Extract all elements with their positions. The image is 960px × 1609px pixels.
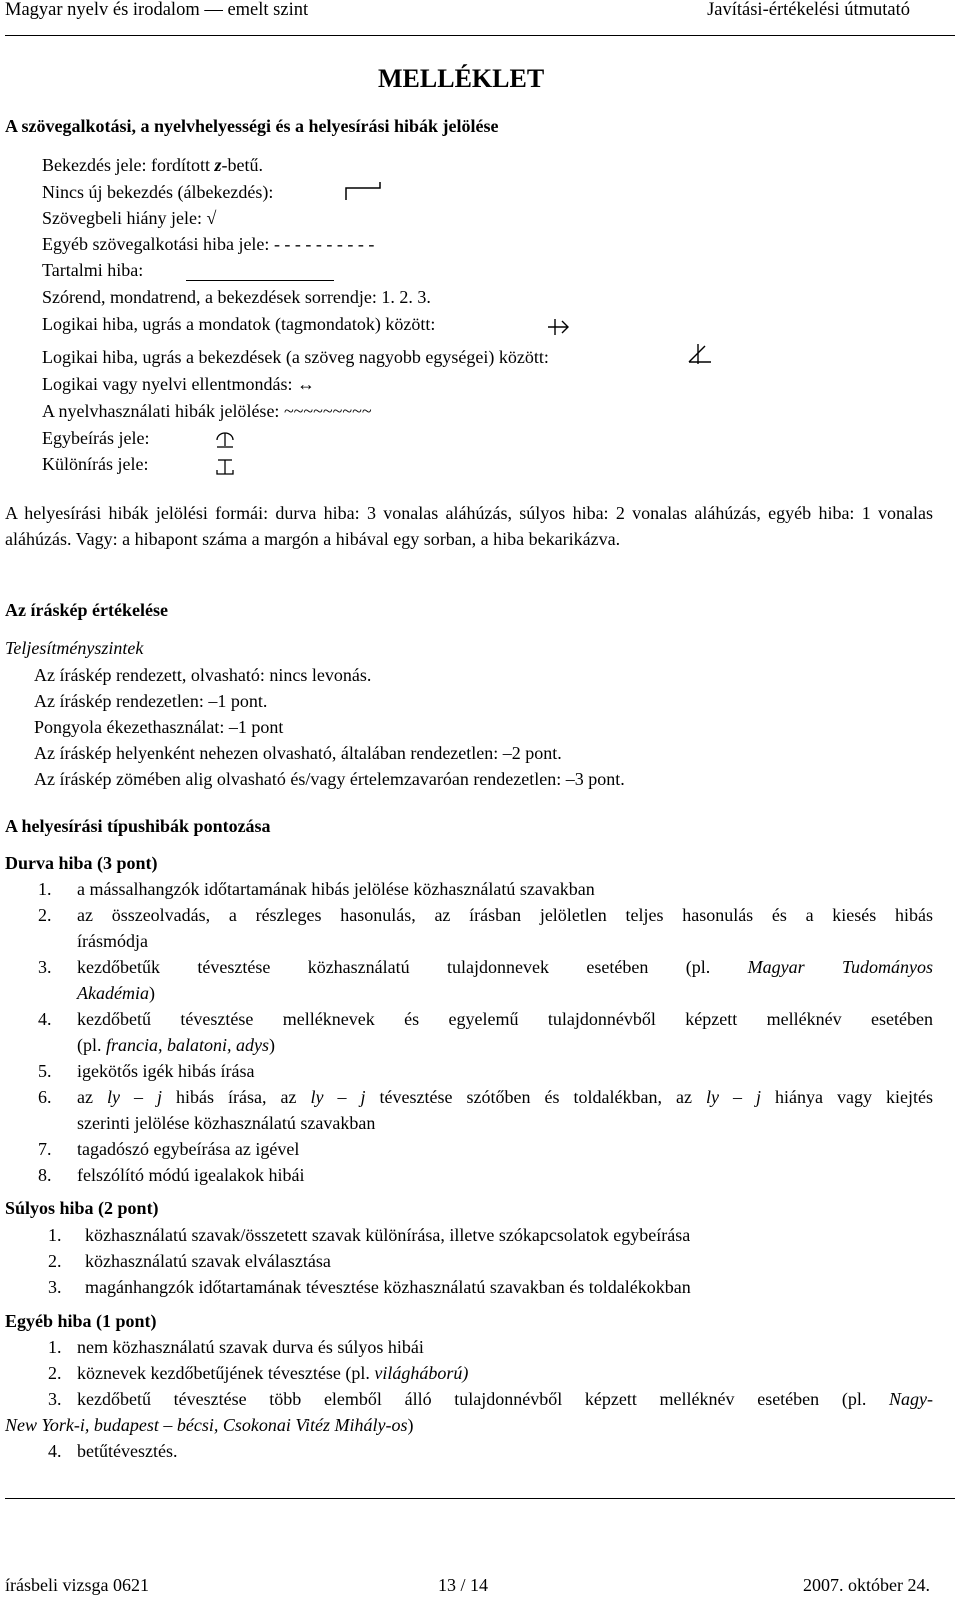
header-right: Javítási-értékelési útmutató (707, 0, 910, 20)
footer-left: írásbeli vizsga 0621 (5, 1575, 149, 1595)
item-number: 2. (48, 1363, 62, 1383)
header-rule (5, 35, 955, 36)
footer-page: 13 / 14 (438, 1575, 489, 1595)
page-title: MELLÉKLET (378, 64, 545, 93)
dashed-symbol: - - - - - - - - - - (273, 234, 375, 254)
usage-symbol: ~~~~~~~~~ (283, 401, 372, 421)
item-number: 3. (48, 1389, 62, 1409)
egyeb-item-3: kezdőbetű tévesztése több elemből álló tulajdonnévből képzett melléknév esetében (pl. Nagy- (77, 1389, 933, 1409)
footer-rule (5, 1498, 955, 1499)
no-new-paragraph-line: Nincs új bekezdés (álbekezdés): (42, 182, 274, 202)
durva-item-6-cont: szerinti jelölése közhasználatú szavakban (77, 1113, 376, 1133)
separate-line: Különírás jele: (42, 454, 149, 474)
item-number: 7. (38, 1139, 52, 1159)
item-number: 5. (38, 1061, 52, 1081)
logic-sentence-line: Logikai hiba, ugrás a mondatok (tagmondatok) között: (42, 314, 436, 334)
contradiction-symbol: ↔ (296, 374, 315, 394)
durva-item-1: a mássalhangzók időtartamának hibás jelölése közhasználatú szavakban (77, 879, 595, 899)
types-heading: A helyesírási típushibák pontozása (5, 816, 271, 836)
handwriting-line: Az íráskép rendezetlen: –1 pont. (34, 691, 268, 711)
separate-writing-icon (214, 456, 236, 478)
durva-item-5: igekötős igék hibás írása (77, 1061, 255, 1081)
egyeb-item-3-cont: New York-i, budapest – bécsi, Csokonai Vitéz Mihály-os) (5, 1415, 414, 1435)
paragraph-mark-line: Bekezdés jele: fordított z-betű. (42, 155, 263, 175)
marking-heading: A szövegalkotási, a nyelvhelyességi és a helyesírási hibák jelölése (5, 116, 499, 136)
durva-item-2: az összeolvadás, a részleges hasonulás, az írásban jelöletlen teljes hasonulás és a kiesés hibás (77, 905, 933, 925)
handwriting-line: Az íráskép zömében alig olvasható és/vagy értelemzavaróan rendezetlen: –3 pont. (34, 769, 625, 789)
sulyos-heading: Súlyos hiba (2 pont) (5, 1198, 159, 1218)
header-left: Magyar nyelv és irodalom — emelt szint (5, 0, 309, 20)
durva-item-4: kezdőbetű tévesztése melléknevek és egyelemű tulajdonnévből képzett melléknév esetében (77, 1009, 933, 1029)
handwriting-line: Az íráskép helyenként nehezen olvasható, általában rendezetlen: –2 pont. (34, 743, 562, 763)
content-error-line: Tartalmi hiba: (42, 260, 144, 280)
logic-jump-paragraph-icon (685, 340, 713, 370)
joined-writing-icon (214, 430, 236, 452)
order-line: Szórend, mondatrend, a bekezdések sorrendje: 1. 2. 3. (42, 287, 431, 307)
durva-heading: Durva hiba (3 pont) (5, 853, 158, 873)
item-number: 1. (48, 1225, 62, 1245)
handwriting-line: Az íráskép rendezett, olvasható: nincs levonás. (34, 665, 372, 685)
sulyos-item-1: közhasználatú szavak/összetett szavak különírása, illetve szókapcsolatok egybeírása (85, 1225, 691, 1245)
missing-line: Szövegbeli hiány jele: √ (42, 208, 217, 228)
content-underline (186, 280, 334, 281)
missing-symbol: √ (206, 208, 217, 228)
durva-item-4-cont: (pl. francia, balatoni, adys) (77, 1035, 275, 1055)
item-number: 3. (48, 1277, 62, 1297)
no-paragraph-symbol-icon (344, 180, 384, 202)
durva-item-3-cont: Akadémia) (77, 983, 155, 1003)
logic-jump-sentence-icon (546, 316, 572, 336)
item-number: 1. (38, 879, 52, 899)
egyeb-item-4: betűtévesztés. (77, 1441, 178, 1461)
item-number: 8. (38, 1165, 52, 1185)
egyeb-heading: Egyéb hiba (1 pont) (5, 1311, 157, 1331)
item-number: 4. (48, 1441, 62, 1461)
item-number: 1. (48, 1337, 62, 1357)
durva-item-8: felszólító módú igealakok hibái (77, 1165, 305, 1185)
footer-date: 2007. október 24. (803, 1575, 930, 1595)
egyeb-item-2: köznevek kezdőbetűjének tévesztése (pl. világháború) (77, 1363, 469, 1383)
other-error-line: Egyéb szövegalkotási hiba jele: - - - - - - - - - - (42, 234, 375, 254)
spelling-forms-paragraph: A helyesírási hibák jelölési formái: durva hiba: 3 vonalas aláhúzás, súlyos hiba: 2 vonalas aláhúzás, egyéb hiba: 1 vonalas aláhúzás. Vagy: a hibapont száma a margón a hibával egy sorban, a hiba bekarikázva. (5, 503, 933, 549)
item-number: 4. (38, 1009, 52, 1029)
item-number: 2. (48, 1251, 62, 1271)
item-number: 3. (38, 957, 52, 977)
egyeb-item-1: nem közhasználatú szavak durva és súlyos hibái (77, 1337, 424, 1357)
item-number: 2. (38, 905, 52, 925)
durva-item-6: az ly – j hibás írása, az ly – j tévesztése szótőben és toldalékban, az ly – j hiánya vagy kiejtés (77, 1087, 933, 1107)
handwriting-subheading: Teljesítményszintek (5, 638, 144, 658)
usage-line: A nyelvhasználati hibák jelölése: ~~~~~~~~~ (42, 401, 372, 421)
durva-item-3: kezdőbetűk tévesztése közhasználatú tulajdonnevek esetében (pl. Magyar Tudományos (77, 957, 934, 977)
durva-item-7: tagadószó egybeírása az igével (77, 1139, 300, 1159)
handwriting-line: Pongyola ékezethasználat: –1 pont (34, 717, 284, 737)
joined-line: Egybeírás jele: (42, 428, 150, 448)
durva-item-2-cont: írásmódja (77, 931, 148, 951)
contradiction-line: Logikai vagy nyelvi ellentmondás: ↔ (42, 374, 315, 394)
item-number: 6. (38, 1087, 52, 1107)
sulyos-item-2: közhasználatú szavak elválasztása (85, 1251, 331, 1271)
handwriting-heading: Az íráskép értékelése (5, 600, 168, 620)
sulyos-item-3: magánhangzók időtartamának tévesztése közhasználatú szavakban és toldalékokban (85, 1277, 691, 1297)
logic-paragraph-line: Logikai hiba, ugrás a bekezdések (a szöveg nagyobb egységei) között: (42, 347, 549, 367)
